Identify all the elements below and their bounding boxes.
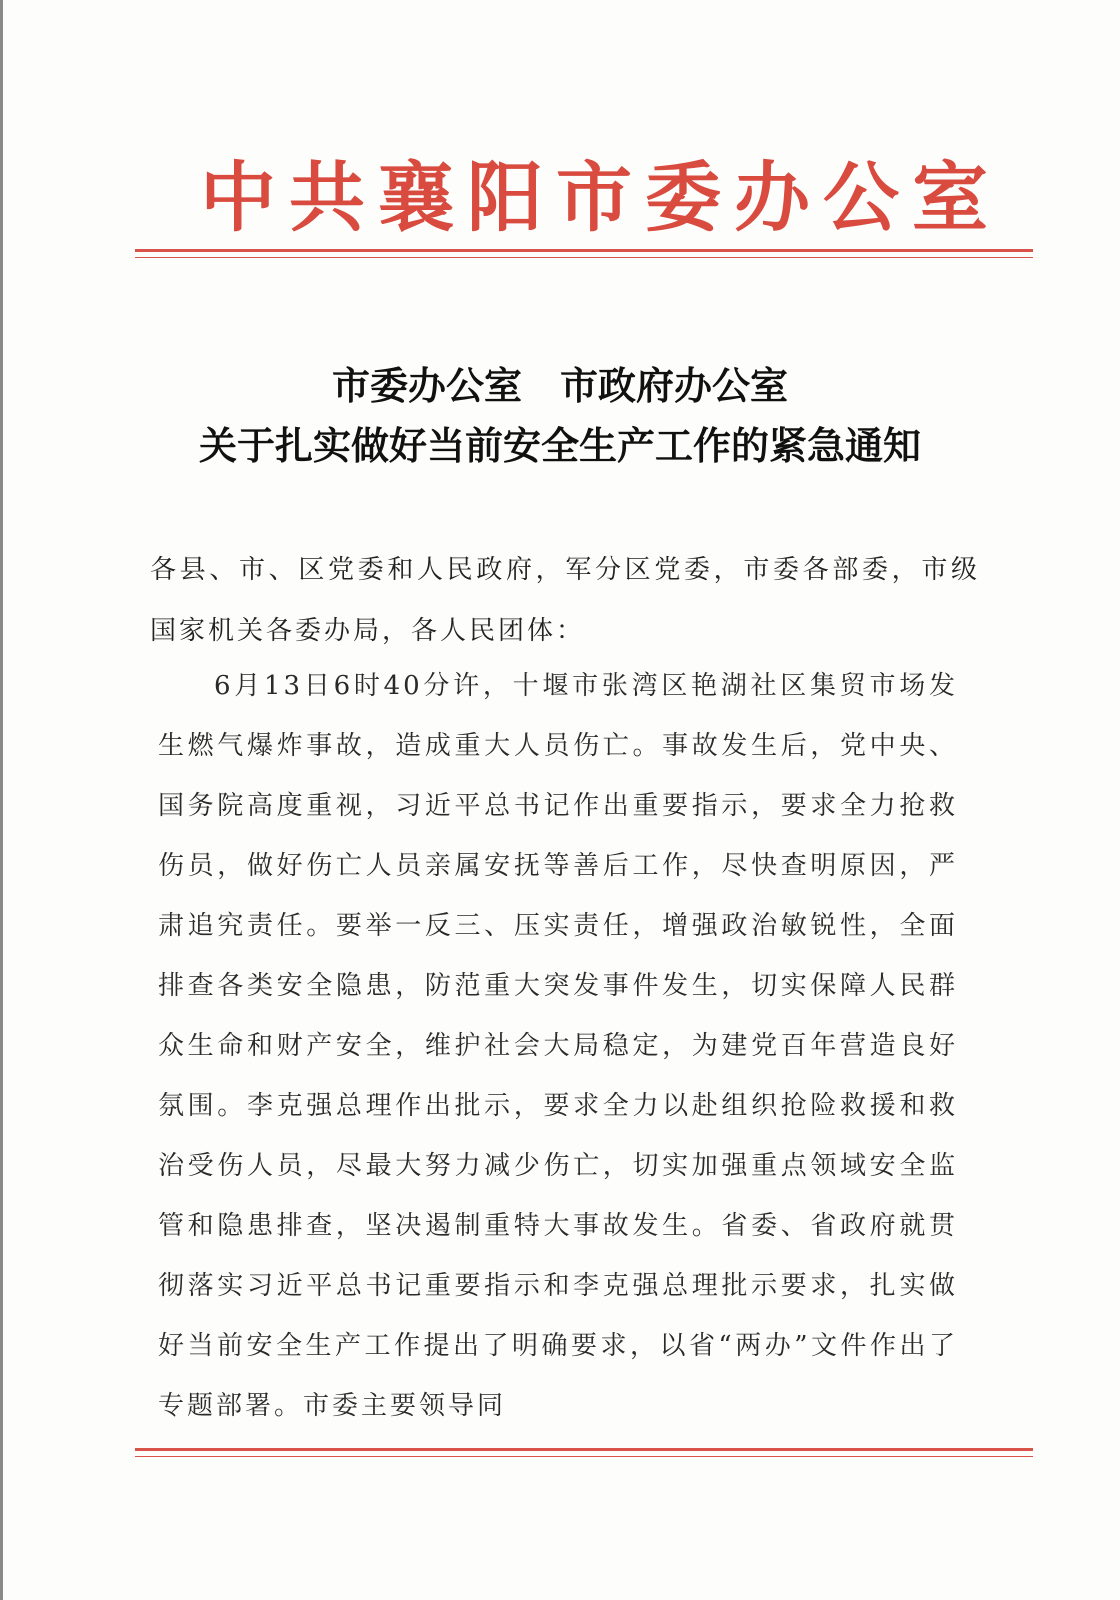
footer-red-rule (135, 1448, 1033, 1451)
header-red-rule (135, 249, 1033, 252)
scan-edge-line (0, 0, 3, 1600)
document-title-subject: 关于扎实做好当前安全生产工作的紧急通知 (198, 423, 921, 468)
header-red-rule-thin (135, 257, 1033, 258)
addressee-salutation: 各县、市、区党委和人民政府，军分区党委，市委各部委，市级国家机关各委办局，各人民团体： (150, 555, 980, 646)
document-title-issuers: 市委办公室 市政府办公室 (331, 363, 788, 408)
masthead-title: 中共襄阳市委办公室 (200, 153, 1001, 242)
body-paragraph: 6月13日6时40分许，十堰市张湾区艳湖社区集贸市场发生燃气爆炸事故，造成重大人员伤亡。事故发生后，党中央、国务院高度重视，习近平总书记作出重要指示，要求全力抢救伤员，做好伤亡人员亲属安抚等善后工作，尽快查明原因，严肃追究责任。要举一反三、压实责任，增强政治敏锐性，全面排查各类安全隐患，防范重大突发事件发生，切实保障人民群众生命和财产安全，维护社会大局稳定，为建党百年营造良好氛围。李克强总理作出批示，要求全力以赴组织抢险救援和救治受伤人员，尽最大努力减少伤亡，切实加强重点领域安全监管和隐患排查，坚决遏制重特大事故发生。省委、省政府就贯彻落实习近平总书记重要指示和李克强总理批示要求，扎实做好当前安全生产工作提出了明确要求，以省“两办”文件作出了专题部署。市委主要领导同 (158, 671, 958, 1421)
footer-red-rule-thin (135, 1456, 1033, 1457)
